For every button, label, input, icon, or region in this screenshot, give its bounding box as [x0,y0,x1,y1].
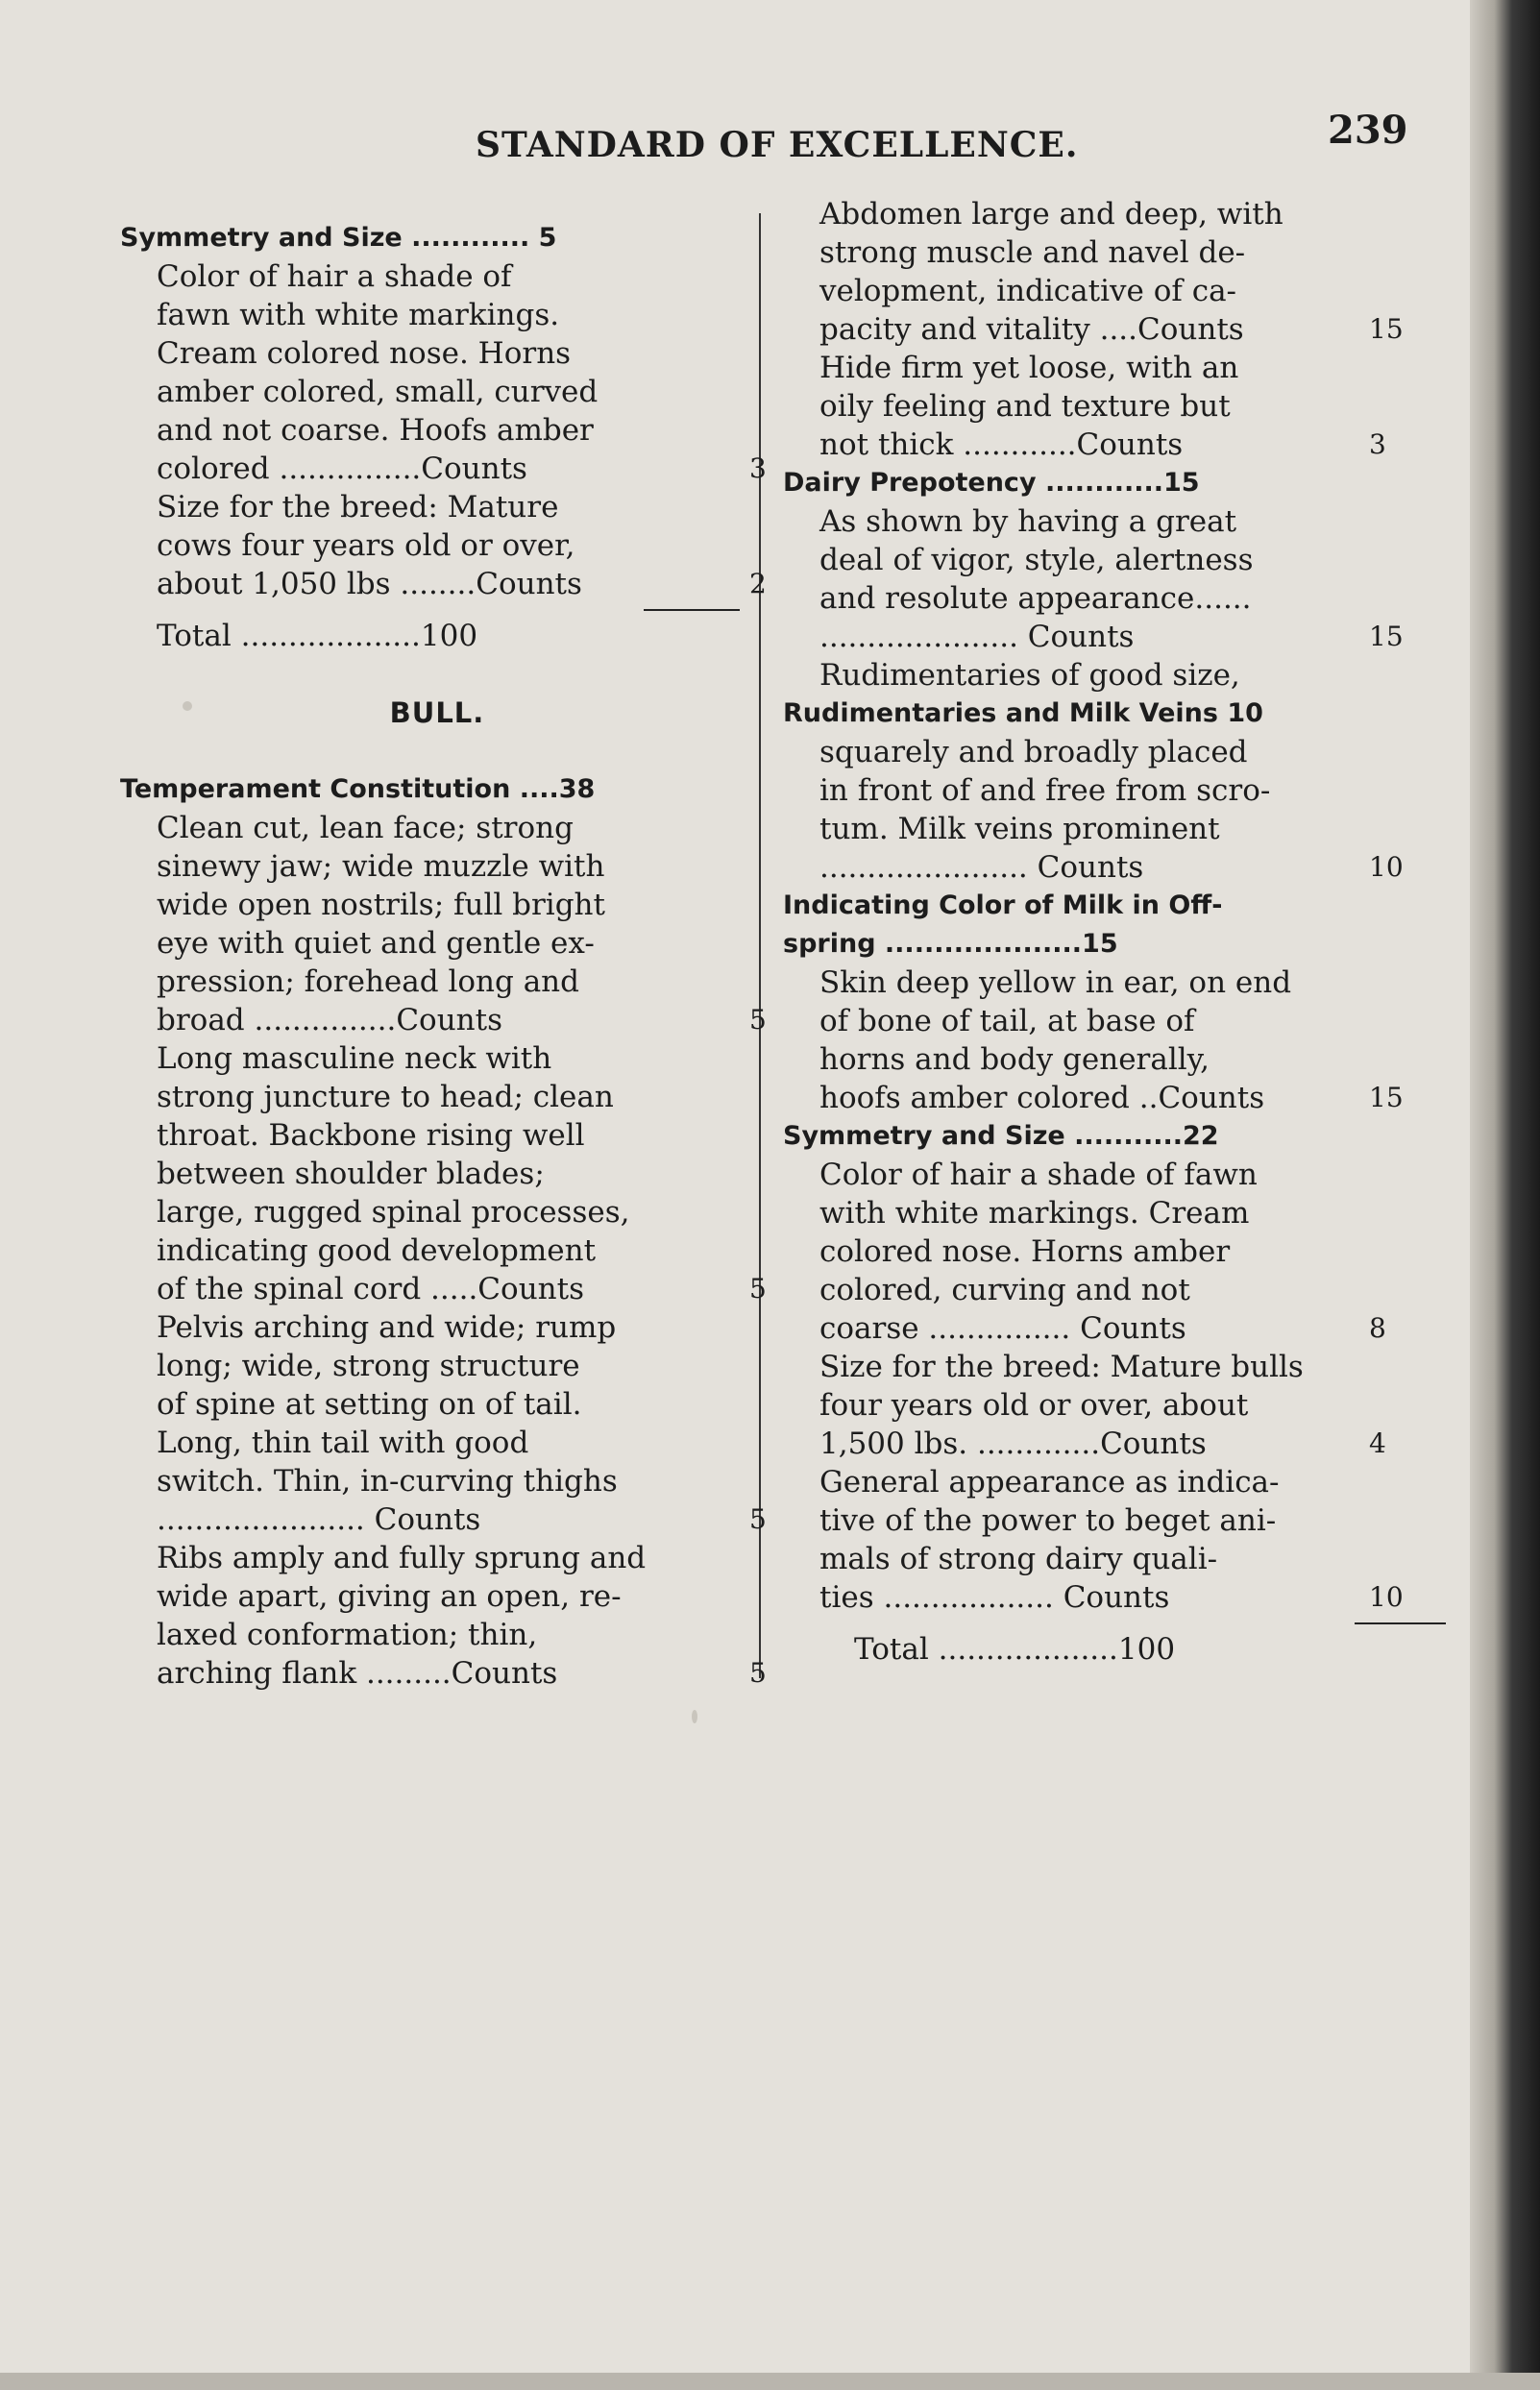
line-text: and resolute appearance...... [819,581,1252,616]
line-text: 1,500 lbs. .............Counts [819,1427,1207,1461]
text-line [783,1425,1436,1463]
text-line [120,257,754,296]
page-bottom-edge [0,2373,1540,2390]
line-text: velopment, indicative of ca- [819,274,1237,308]
section-heading [120,219,754,257]
text-line [120,963,754,1001]
line-text: mals of strong dairy quali- [819,1542,1218,1576]
text-line [120,1270,767,1308]
total-rule [783,1617,1436,1630]
text-line [783,1348,1436,1386]
line-text: arching flank .........Counts [157,1656,558,1691]
line-text: about 1,050 lbs ........Counts [157,567,582,601]
text-line [120,1078,754,1116]
rule-line [644,609,740,611]
points-value: 5 [749,1503,767,1535]
text-line [783,963,1436,1002]
points-value: 10 [1369,1581,1404,1613]
text-line [783,541,1436,579]
line-text: with white markings. Cream [819,1196,1250,1231]
text-line [783,233,1436,272]
text-line [120,1232,754,1270]
line-text: Cream colored nose. Horns [157,336,572,371]
text-line [120,1385,754,1424]
rule-line [1355,1622,1446,1624]
text-line [120,617,754,655]
text-line [120,1577,754,1616]
text-line [783,1040,1436,1079]
section-heading [783,1117,1436,1156]
line-text: indicating good development [157,1233,597,1268]
line-text: cows four years old or over, [157,528,575,563]
line-text: Total ...................100 [157,619,478,653]
line-text: Long, thin tail with good [157,1426,529,1460]
text-line [783,579,1436,618]
line-text: of the spinal cord .....Counts [157,1272,584,1306]
line-text: Rudimentaries and Milk Veins 10 [783,698,1263,728]
line-text: deal of vigor, style, alertness [819,543,1254,577]
text-line [783,771,1436,810]
line-text: colored nose. Horns amber [819,1234,1231,1269]
text-line [783,310,1436,349]
section-heading [783,695,1436,733]
text-line [120,1616,754,1654]
text-line [783,1540,1436,1578]
text-line [120,1193,754,1232]
text-line [120,1039,754,1078]
line-text: ...................... Counts [157,1502,481,1537]
text-line [783,387,1436,426]
text-line [120,847,754,886]
line-text: Total ...................100 [854,1632,1176,1667]
text-line [120,1308,754,1347]
line-text: Color of hair a shade of [157,259,512,294]
line-text: oily feeling and texture but [819,389,1231,424]
points-value: 15 [1369,621,1404,652]
subsection-title [120,694,754,732]
line-text: Clean cut, lean face; strong [157,811,574,845]
line-text: General appearance as indica- [819,1465,1280,1500]
line-text: in front of and free from scro- [819,773,1271,808]
line-text: Size for the breed: Mature bulls [819,1350,1304,1384]
text-line [120,450,767,488]
line-text: Skin deep yellow in ear, on end [819,965,1292,1000]
points-value: 5 [749,1004,767,1036]
spacer [120,655,754,694]
line-text: between shoulder blades; [157,1157,545,1191]
total-rule [120,603,754,617]
text-line [783,1271,1436,1309]
line-text: As shown by having a great [819,504,1237,539]
text-line [783,1232,1436,1271]
points-value: 15 [1369,313,1404,345]
text-line [783,1156,1436,1194]
line-text: Symmetry and Size ...........22 [783,1121,1219,1151]
points-value: 10 [1369,851,1404,883]
line-text: Ribs amply and fully sprung and [157,1541,647,1575]
text-line [120,373,754,411]
text-line [120,886,754,924]
text-line [120,1654,767,1693]
points-value: 5 [749,1657,767,1689]
line-text: laxed conformation; thin, [157,1618,538,1652]
line-text: horns and body generally, [819,1042,1210,1077]
text-line [783,733,1436,771]
text-line [120,1155,754,1193]
line-text: Color of hair a shade of fawn [819,1158,1258,1192]
paper-smudge [692,1710,697,1723]
line-text: Symmetry and Size ............ 5 [120,223,557,253]
line-text: ...................... Counts [819,850,1144,885]
line-text: ..................... Counts [819,620,1135,654]
text-line [120,1116,754,1155]
section-heading [783,464,1436,502]
line-text: eye with quiet and gentle ex- [157,926,595,961]
line-text: long; wide, strong structure [157,1349,580,1383]
left-column [120,219,767,1693]
text-line [783,1194,1436,1232]
line-text: ties .................. Counts [819,1580,1170,1615]
text-line [120,1500,767,1539]
text-line [120,526,754,565]
text-line [783,1079,1436,1117]
text-line [783,656,1436,695]
line-text: spring ....................15 [783,929,1118,959]
line-text: strong muscle and navel de- [819,235,1246,270]
line-text: pacity and vitality ....Counts [819,312,1244,347]
line-text: of bone of tail, at base of [819,1004,1195,1038]
line-text: tum. Milk veins prominent [819,812,1220,846]
points-value: 8 [1369,1312,1386,1344]
text-line [783,272,1436,310]
line-text: of spine at setting on of tail. [157,1387,582,1422]
line-text: squarely and broadly placed [819,735,1248,769]
line-text: not thick ............Counts [819,427,1184,462]
text-line [783,1630,1436,1669]
text-line [120,1001,767,1039]
text-line [783,1501,1436,1540]
right-column [783,195,1436,1669]
text-line [120,809,754,847]
page-number: 239 [1328,108,1408,153]
text-line [783,1002,1436,1040]
line-text: wide open nostrils; full bright [157,888,605,922]
line-text: Indicating Color of Milk in Off- [783,890,1223,920]
text-line [120,1347,754,1385]
line-text: Hide firm yet loose, with an [819,351,1239,385]
line-text: Abdomen large and deep, with [819,197,1283,232]
text-line [783,810,1436,848]
line-text: sinewy jaw; wide muzzle with [157,849,605,884]
text-line [120,565,767,603]
line-text: Dairy Prepotency ............15 [783,468,1200,498]
text-line [120,1424,754,1462]
points-value: 3 [1369,428,1386,460]
line-text: hoofs amber colored ..Counts [819,1081,1265,1115]
line-text: and not coarse. Hoofs amber [157,413,594,448]
points-value: 2 [749,568,767,599]
text-line [783,618,1436,656]
points-value: 15 [1369,1082,1404,1113]
line-text: Long masculine neck with [157,1041,552,1076]
line-text: tive of the power to beget ani- [819,1503,1277,1538]
line-text: four years old or over, about [819,1388,1249,1423]
book-spine [1470,0,1540,2390]
line-text: switch. Thin, in-curving thighs [157,1464,618,1499]
text-line [120,334,754,373]
text-line [120,1462,754,1500]
line-text: broad ...............Counts [157,1003,502,1037]
line-text: amber colored, small, curved [157,375,599,409]
line-text: throat. Backbone rising well [157,1118,585,1153]
points-value: 4 [1369,1427,1386,1459]
text-line [783,195,1436,233]
points-value: 5 [749,1273,767,1305]
line-text: fawn with white markings. [157,298,560,332]
line-text: pression; forehead long and [157,964,579,999]
line-text: colored, curving and not [819,1273,1190,1307]
line-text: colored ...............Counts [157,451,527,486]
text-line [120,296,754,334]
points-value: 3 [749,452,767,484]
text-line [783,349,1436,387]
text-line [120,1539,754,1577]
section-heading [120,770,754,809]
text-line [120,411,754,450]
text-line [783,1386,1436,1425]
line-text: coarse ............... Counts [819,1311,1186,1346]
text-line [783,1463,1436,1501]
running-header: STANDARD OF EXCELLENCE. [476,125,1079,165]
spacer [120,732,754,770]
line-text: Temperament Constitution ....38 [120,774,596,804]
text-line [120,924,754,963]
line-text: BULL. [389,696,485,729]
section-heading [783,887,1436,925]
text-line [120,488,754,526]
text-line [783,1578,1436,1617]
line-text: Rudimentaries of good size, [819,658,1240,693]
column-divider [759,213,761,1678]
line-text: Size for the breed: Mature [157,490,559,524]
line-text: Pelvis arching and wide; rump [157,1310,617,1345]
line-text: large, rugged spinal processes, [157,1195,630,1230]
text-line [783,502,1436,541]
section-heading [783,925,1436,963]
text-line [783,426,1436,464]
text-line [783,1309,1436,1348]
line-text: wide apart, giving an open, re- [157,1579,622,1614]
text-line [783,848,1436,887]
line-text: strong juncture to head; clean [157,1080,614,1114]
